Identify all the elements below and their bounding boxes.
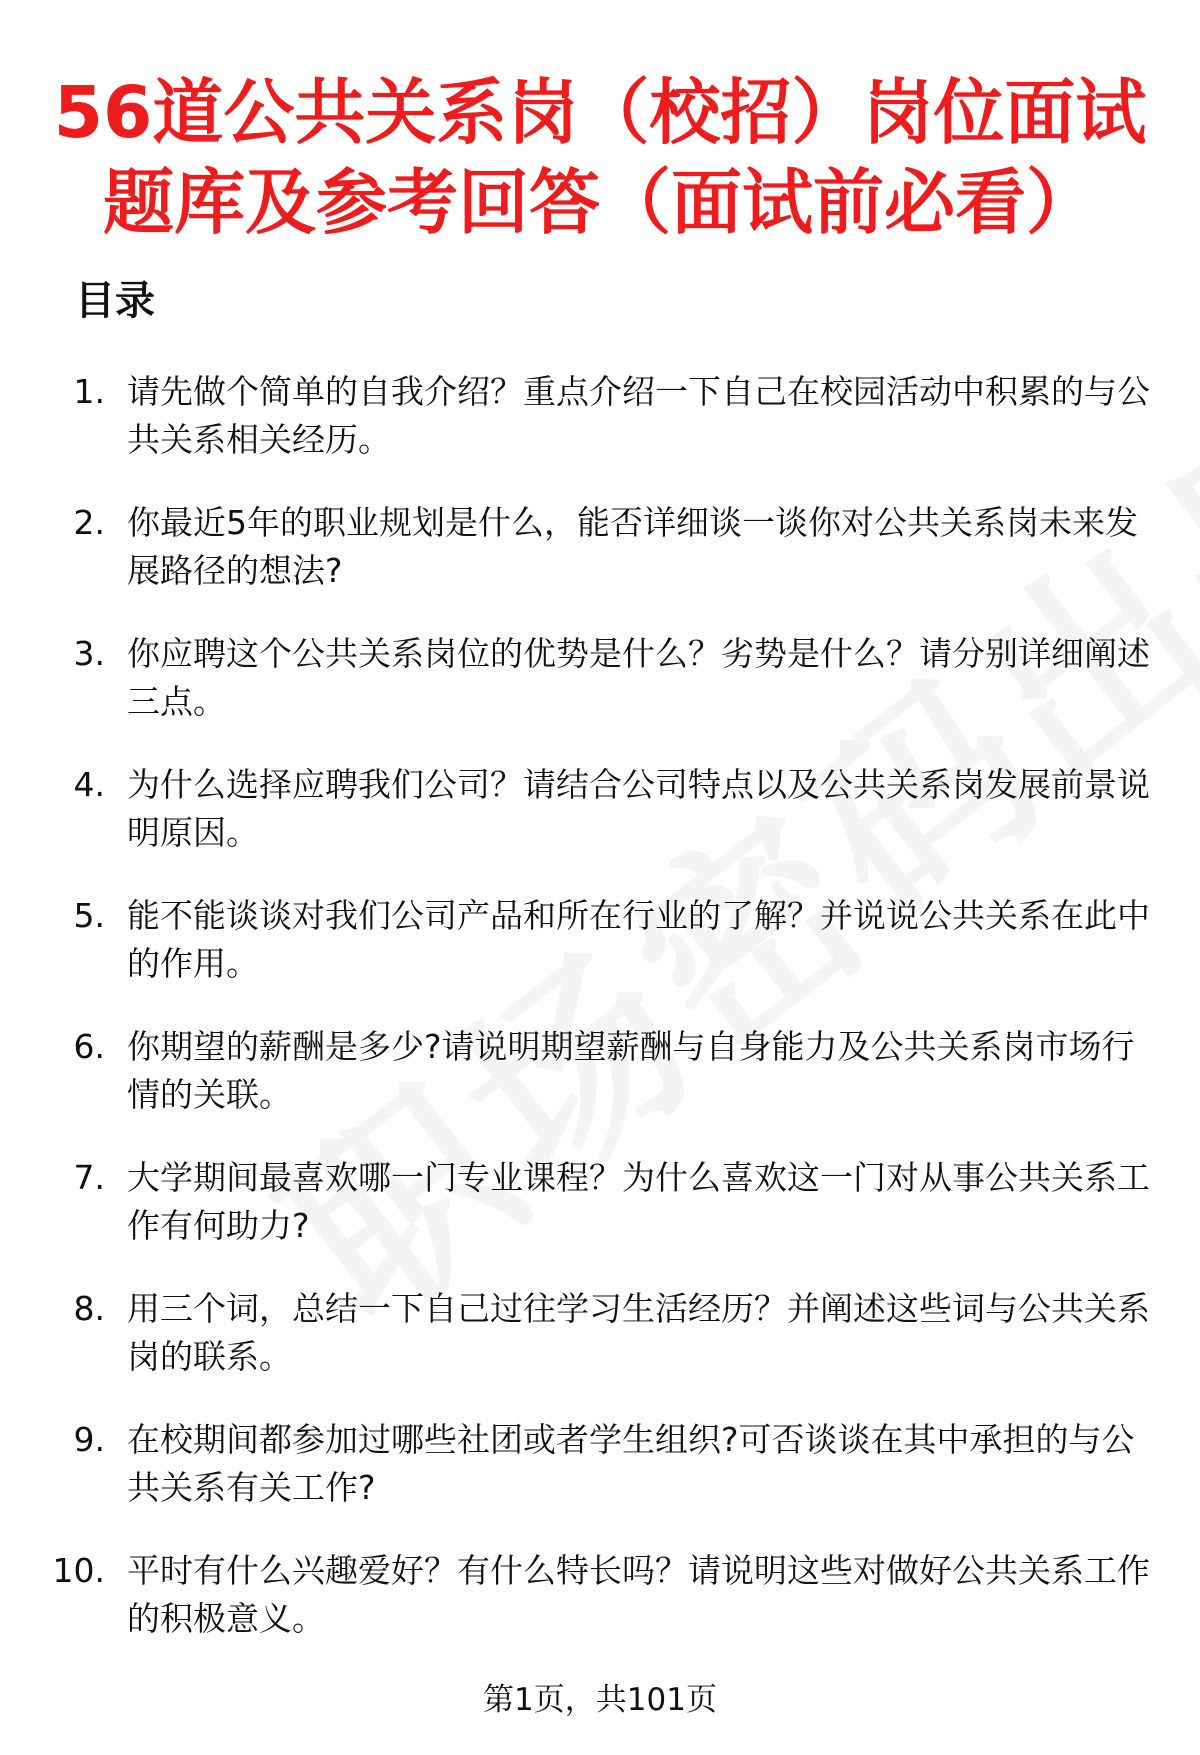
item-number: 4. (73, 765, 105, 804)
list-item (0, 892, 1200, 1023)
title-line-2: 题库及参考回答（面试前必看） (102, 161, 1097, 244)
item-text: 为什么选择应聘我们公司？请结合公司特点以及公共关系岗发展前景说明原因。 (127, 765, 1150, 852)
list-item (0, 1285, 1200, 1416)
item-text: 你最近5年的职业规划是什么，能否详细谈一谈你对公共关系岗未来发展路径的想法? (127, 503, 1138, 590)
item-number: 6. (73, 1027, 105, 1066)
item-number: 7. (73, 1158, 105, 1197)
item-number: 1. (73, 372, 105, 411)
list-item (0, 1547, 1200, 1678)
item-number: 10. (52, 1551, 105, 1590)
item-number: 8. (73, 1289, 105, 1328)
item-text: 你应聘这个公共关系岗位的优势是什么？劣势是什么？请分别详细阐述三点。 (127, 634, 1150, 721)
item-text: 平时有什么兴趣爱好？有什么特长吗？请说明这些对做好公共关系工作的积极意义。 (127, 1551, 1150, 1638)
item-number: 3. (73, 634, 105, 673)
item-text: 你期望的薪酬是多少?请说明期望薪酬与自身能力及公共关系岗市场行情的关联。 (127, 1027, 1135, 1114)
page-title (0, 68, 1200, 248)
list-item (0, 368, 1200, 499)
list-item (0, 761, 1200, 892)
list-item (0, 630, 1200, 761)
item-text: 请先做个简单的自我介绍？重点介绍一下自己在校园活动中积累的与公共关系相关经历。 (127, 372, 1150, 459)
item-number: 5. (73, 896, 105, 935)
list-item (0, 499, 1200, 630)
item-text: 能不能谈谈对我们公司产品和所在行业的了解？并说说公共关系在此中的作用。 (127, 896, 1150, 983)
page-footer: 第1页，共101页 (483, 1682, 717, 1718)
title-line-1: 56道公共关系岗（校招）岗位面试 (53, 71, 1147, 154)
item-number: 9. (73, 1420, 105, 1459)
item-text: 用三个词，总结一下自己过往学习生活经历？并阐述这些词与公共关系岗的联系。 (127, 1289, 1150, 1376)
toc-heading: 目录 (75, 278, 155, 324)
list-item (0, 1416, 1200, 1547)
question-list (0, 368, 1200, 1678)
item-text: 在校期间都参加过哪些社团或者学生组织?可否谈谈在其中承担的与公共关系有关工作? (127, 1420, 1135, 1507)
list-item (0, 1023, 1200, 1154)
item-text: 大学期间最喜欢哪一门专业课程？为什么喜欢这一门对从事公共关系工作有何助力? (127, 1158, 1150, 1245)
item-number: 2. (73, 503, 105, 542)
list-item (0, 1154, 1200, 1285)
